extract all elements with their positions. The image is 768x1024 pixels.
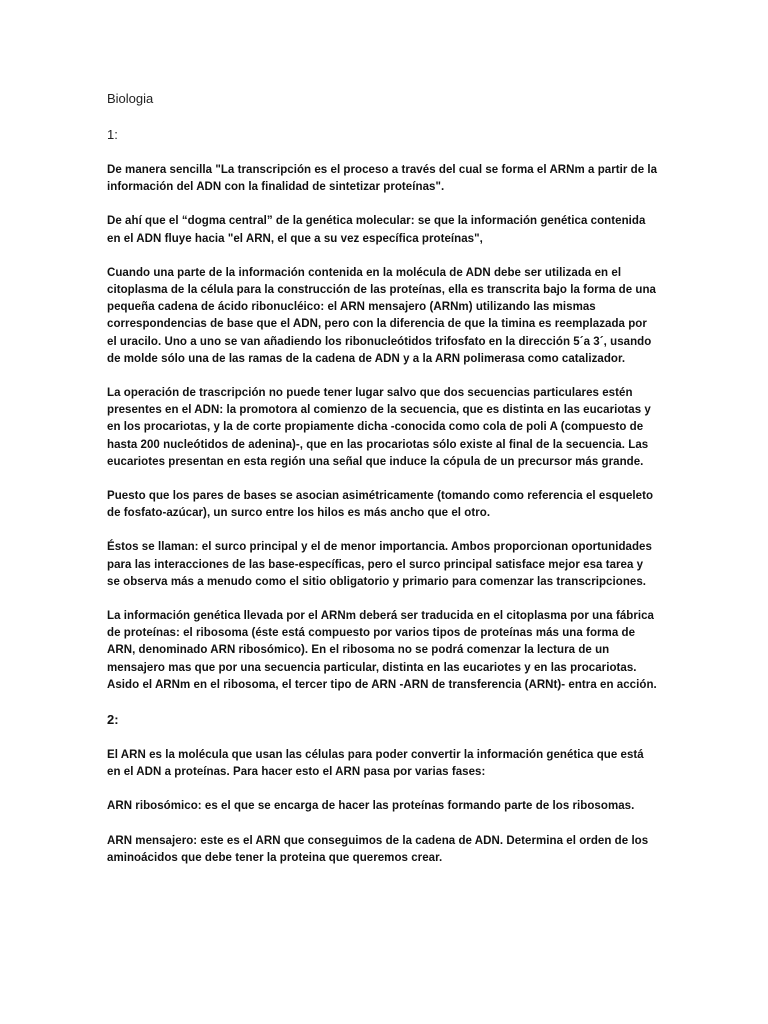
paragraph: El ARN es la molécula que usan las células para poder convertir la información genética que está en el ADN a proteínas. Para hacer esto el ARN pasa por varias fases: <box>107 749 644 779</box>
paragraph: ARN ribosómico: es el que se encarga de hacer las proteínas formando parte de los ribosomas. <box>107 800 635 813</box>
paragraph: Puesto que los pares de bases se asocian asimétricamente (tomando como referencia el esqueleto de fosfato-azúcar), un surco entre los hilos es más ancho que el otro. <box>107 490 654 520</box>
section-number-1: 1: <box>107 127 118 142</box>
paragraph: La operación de trascripción no puede tener lugar salvo que dos secuencias particulares estén presentes en el ADN: la promotora al comienzo de la secuencia, que es distinta en las eucariotas y en los procariotas, y la de corte propiamente dicha -conocida como cola de poli A (compuesto de hasta 200 nucleótidos de adenina)-, que en las procariotas sólo existe al final de la secuencia. Las eucariotes presentan en esta región una señal que induce la cópula de un precursor más grande. <box>107 387 651 468</box>
paragraph: La información genética llevada por el ARNm deberá ser traducida en el citoplasma por una fábrica de proteínas: el ribosoma (éste está compuesto por varios tipos de proteínas más una forma de ARN, denominado ARN ribosómico). En el ribosoma no se podrá comenzar la lectura de un mensajero mas que por una secuencia particular, distinta en las eucariotes y en las procariotas. Asido el ARNm en el ribosoma, el tercer tipo de ARN -ARN de transferencia (ARNt)- entra en acción. <box>107 610 657 691</box>
section-number-2: 2: <box>107 712 119 728</box>
paragraph: ARN mensajero: este es el ARN que conseguimos de la cadena de ADN. Determina el orden de los aminoácidos que debe tener la proteina que queremos crear. <box>107 834 649 864</box>
paragraph: Cuando una parte de la información contenida en la molécula de ADN debe ser utilizada en el citoplasma de la célula para la construcción de las proteínas, ella es transcrita bajo la forma de una pequeña cadena de ácido ribonucléico: el ARN mensajero (ARNm) utilizando las mismas correspondencias de base que el ADN, pero con la diferencia de que la timina es reemplazada por el uracilo. Uno a uno se van añadiendo los ribonucleótidos trifosfato en la dirección 5´a 3´, usando de molde sólo una de las ramas de la cadena de ADN y a la ARN polimerasa como catalizador. <box>107 266 656 365</box>
paragraph: De ahí que el “dogma central” de la genética molecular: se que la información genética contenida en el ADN fluye hacia "el ARN, el que a su vez específica proteínas", <box>107 215 646 245</box>
paragraph: De manera sencilla "La transcripción es el proceso a través del cual se forma el ARNm a partir de la información del ADN con la finalidad de sintetizar proteínas". <box>107 164 658 194</box>
paragraph: Éstos se llaman: el surco principal y el de menor importancia. Ambos proporcionan oportunidades para las interacciones de las base-específicas, pero el surco principal satisface mejor esa tarea y se observa más a menudo como el sitio obligatorio y primario para comenzar las transcripciones. <box>107 541 652 588</box>
document-title: Biologia <box>107 91 154 106</box>
